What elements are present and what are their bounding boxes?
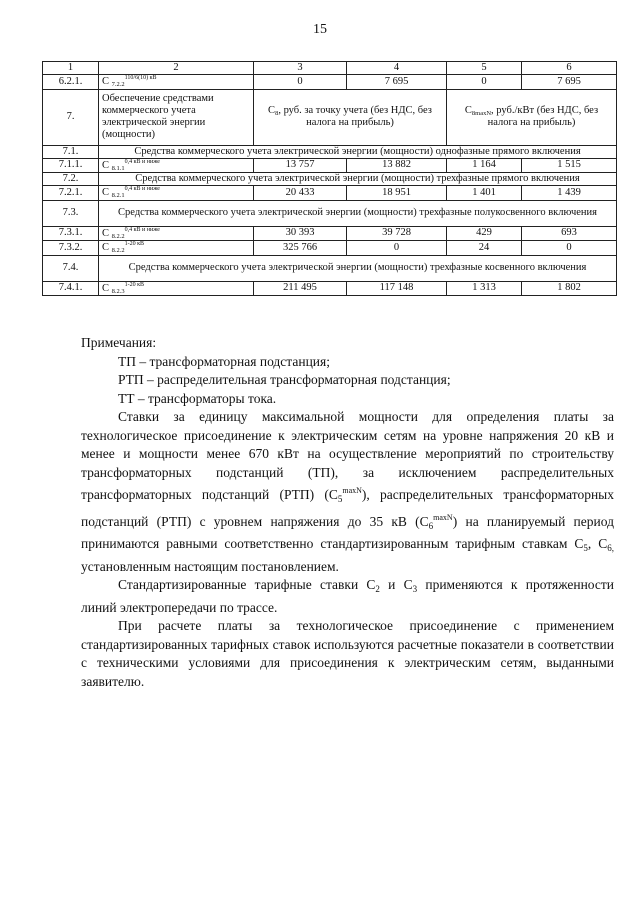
value-cell: 429 (447, 226, 522, 240)
unit-description-max: $С_{8maxN}$, руб./кВт (без НДС, без налога на прибыль) (447, 89, 617, 145)
rate-code: С $_{8.2.2}^{1-20 кВ}$ (99, 241, 254, 255)
value-cell: 1 515 (522, 158, 617, 172)
value-cell: 30 393 (254, 226, 347, 240)
value-cell: 1 802 (522, 281, 617, 295)
row-number: 7.4. (43, 255, 99, 281)
value-cell: 7 695 (522, 75, 617, 89)
row-number: 7.3. (43, 200, 99, 226)
value-cell: 0 (347, 241, 447, 255)
value-cell: 1 401 (447, 186, 522, 200)
value-cell: 0 (522, 241, 617, 255)
note-paragraph-standard-rates: Стандартизированные тарифные ставки $С_2$ и $С_3$ применяются к протяженности линий электропередачи по трассе. (81, 577, 614, 615)
page-number: 15 (313, 22, 327, 37)
section-title: Средства коммерческого учета электрической энергии (мощности) трехфазные полукосвенного включения (99, 200, 617, 226)
header-cell: 1 (43, 62, 99, 75)
value-cell: 0 (447, 75, 522, 89)
header-cell: 2 (99, 62, 254, 75)
unit-description: $С_8$, руб. за точку учета (без НДС, без налога на прибыль) (254, 89, 447, 145)
note-paragraph-max-power: Ставки за единицу максимальной мощности для определения платы за технологическое присоединение к электрическим сетям на уровне напряжения 20 кВ и менее и мощности менее 670 кВт на осуществление мероприятий по строительству трансформаторных подстанций (ТП), за исключением распределительных трансформаторных подстанций (РТП) $(С_5^{maxN})$, распределительных трансформаторных подстанций (РТП) с уровнем напряжения до 35 кВ $(С_6^{maxN})$ на планируемый период принимаются равными соответственно стандартизированным тарифным ставкам $С_5$, $С_{6,}$ установленным настоящим постановлением. (81, 409, 614, 574)
value-cell: 117 148 (347, 281, 447, 295)
rate-code: С $_{8.2.1}^{0,4 кВ и ниже}$ (99, 186, 254, 200)
row-number: 7.1.1. (43, 158, 99, 172)
value-cell: 1 164 (447, 158, 522, 172)
header-cell: 3 (254, 62, 347, 75)
notes-section (81, 334, 614, 691)
section-title: Средства коммерческого учета электрической энергии (мощности) трехфазные прямого включения (99, 173, 617, 186)
table-section-row (43, 200, 617, 226)
row-number: 6.2.1. (43, 75, 99, 89)
value-cell: 325 766 (254, 241, 347, 255)
table-row (43, 89, 617, 145)
row-description: Обеспечение средствами коммерческого учета электрической энергии (мощности) (99, 89, 254, 145)
rate-code: С $_{8.2.3}^{1-20 кВ}$ (99, 281, 254, 295)
value-cell: 693 (522, 226, 617, 240)
value-cell: 24 (447, 241, 522, 255)
row-number: 7.2. (43, 173, 99, 186)
value-cell: 0 (254, 75, 347, 89)
note-tt: ТТ – трансформаторы тока. (118, 390, 277, 406)
table-row (43, 186, 617, 200)
tariff-table (42, 61, 617, 296)
value-cell: 13 882 (347, 158, 447, 172)
row-number: 7. (43, 89, 99, 145)
header-cell: 5 (447, 62, 522, 75)
row-number: 7.2.1. (43, 186, 99, 200)
table-row (43, 75, 617, 89)
value-cell: 211 495 (254, 281, 347, 295)
table-row (43, 158, 617, 172)
section-title: Средства коммерческого учета электрической энергии (мощности) однофазные прямого включения (99, 145, 617, 158)
note-tp: ТП – трансформаторная подстанция; (118, 353, 330, 369)
rate-code: С $_{8.1.1}^{0,4 кВ и ниже}$ (99, 158, 254, 172)
value-cell: 18 951 (347, 186, 447, 200)
note-paragraph-calculation: При расчете платы за технологическое присоединение с применением стандартизированных тарифных ставок используются расчетные показатели в соответствии с техническими условиями для присоединения к электрическим сетям, выданными заявителю. (81, 618, 614, 689)
table-row (43, 241, 617, 255)
value-cell: 7 695 (347, 75, 447, 89)
rate-code: С $_{8.2.2}^{0,4 кВ и ниже}$ (99, 226, 254, 240)
rate-code: С $_{7.2.2}^{110/6(10) кВ}$ (99, 75, 254, 89)
value-cell: 20 433 (254, 186, 347, 200)
row-number: 7.1. (43, 145, 99, 158)
row-number: 7.3.2. (43, 241, 99, 255)
table-row (43, 226, 617, 240)
table-row (43, 281, 617, 295)
table-header-row (43, 62, 617, 75)
row-number: 7.3.1. (43, 226, 99, 240)
value-cell: 13 757 (254, 158, 347, 172)
table-section-row (43, 255, 617, 281)
header-cell: 6 (522, 62, 617, 75)
value-cell: 1 439 (522, 186, 617, 200)
notes-heading: Примечания: (81, 335, 157, 350)
table-section-row (43, 145, 617, 158)
note-rtp: РТП – распределительная трансформаторная подстанция; (118, 372, 451, 387)
section-title: Средства коммерческого учета электрической энергии (мощности) трехфазные косвенного включения (99, 255, 617, 281)
header-cell: 4 (347, 62, 447, 75)
value-cell: 39 728 (347, 226, 447, 240)
table-section-row (43, 173, 617, 186)
row-number: 7.4.1. (43, 281, 99, 295)
value-cell: 1 313 (447, 281, 522, 295)
